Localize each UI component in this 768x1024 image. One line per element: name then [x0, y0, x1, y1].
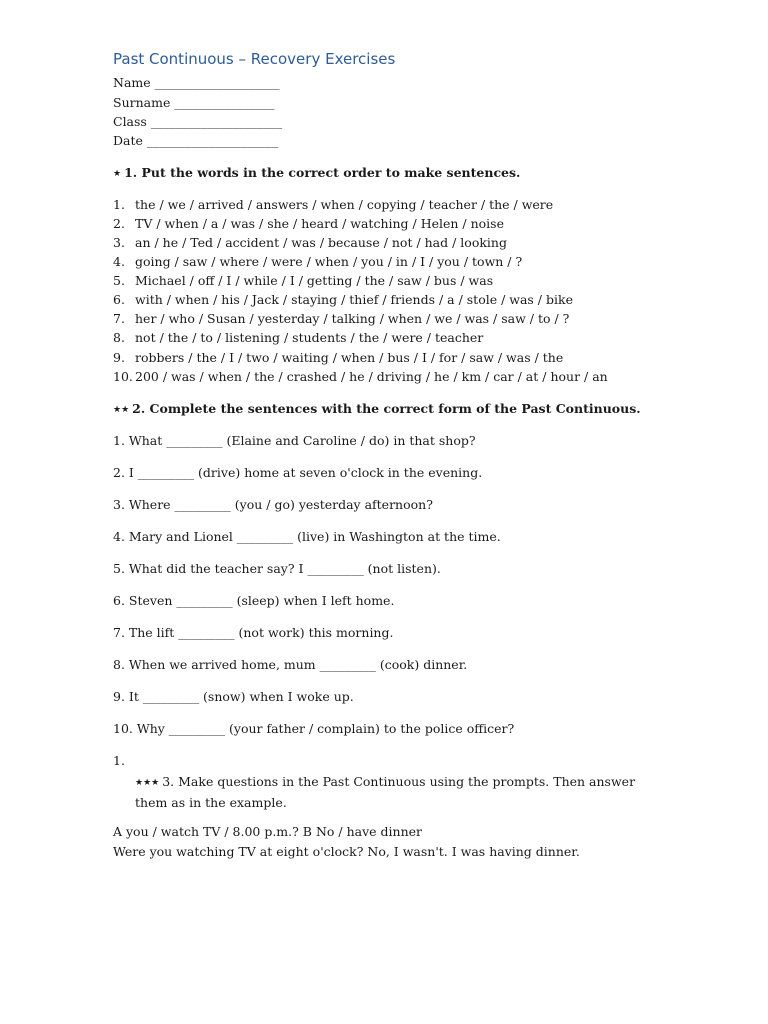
list-item [113, 216, 504, 231]
list-item: 4. Mary and Lionel _________ (live) in Washington at the time. [113, 529, 501, 544]
field-label: Class [113, 114, 147, 129]
page-title: Past Continuous – Recovery Exercises [113, 50, 396, 68]
item-text: with / when / his / Jack / staying / thief / friends / a / stole / was / bike [135, 292, 573, 307]
field-blank: ____________________ [154, 75, 280, 90]
field-label: Date [113, 133, 143, 148]
surname-field [113, 95, 274, 110]
star-icon: ★ [113, 169, 122, 179]
item-text: the / we / arrived / answers / when / copying / teacher / the / were [135, 197, 554, 212]
field-label: Surname [113, 95, 171, 110]
list-item [113, 273, 493, 288]
list-item: 9. It _________ (snow) when I woke up. [113, 689, 354, 704]
item-number: 4. [113, 254, 125, 269]
list-item [113, 369, 608, 384]
item-text: an / he / Ted / accident / was / because / not / had / looking [135, 235, 507, 250]
example-prompt: A you / watch TV / 8.00 p.m.? B No / have dinner [113, 824, 422, 839]
list-item [113, 311, 569, 326]
list-item: 3. Where _________ (you / go) yesterday afternoon? [113, 497, 433, 512]
star-icon: ★★★ [135, 778, 160, 788]
list-item: 1. What _________ (Elaine and Caroline / do) in that shop? [113, 433, 476, 448]
exercise-2-heading [113, 401, 641, 416]
field-blank: ________________ [174, 95, 275, 110]
item-text: not / the / to / listening / students / the / were / teacher [135, 330, 484, 345]
item-number: 1. [113, 197, 125, 212]
exercise-2-title: 2. Complete the sentences with the correct form of the Past Continuous. [132, 401, 641, 416]
list-item: 8. When we arrived home, mum _________ (cook) dinner. [113, 657, 468, 672]
item-number: 9. [113, 350, 125, 365]
example-answer: Were you watching TV at eight o'clock? No, I wasn't. I was having dinner. [113, 844, 580, 859]
item-number: 5. [113, 273, 125, 288]
star-icon: ★★ [113, 405, 130, 415]
item-number: 7. [113, 311, 125, 326]
list-item [113, 197, 553, 212]
item-number: 2. [113, 216, 125, 231]
item-number: 10. [113, 369, 133, 384]
list-marker: 1. [113, 753, 125, 768]
list-item [113, 350, 563, 365]
list-item [113, 235, 507, 250]
item-text: TV / when / a / was / she / heard / watching / Helen / noise [135, 216, 504, 231]
list-item [113, 292, 573, 307]
class-field [113, 114, 282, 129]
item-number: 3. [113, 235, 125, 250]
field-blank: _____________________ [150, 114, 283, 129]
date-field [113, 133, 278, 148]
list-item: 7. The lift _________ (not work) this morning. [113, 625, 394, 640]
item-number: 6. [113, 292, 125, 307]
list-item: 2. I _________ (drive) home at seven o'clock in the evening. [113, 465, 483, 480]
list-item [113, 330, 483, 345]
list-item: 5. What did the teacher say? I _________ (not listen). [113, 561, 441, 576]
list-item: 6. Steven _________ (sleep) when I left home. [113, 593, 395, 608]
field-blank: _____________________ [146, 133, 279, 148]
name-field [113, 75, 280, 90]
item-text: 200 / was / when / the / crashed / he / driving / he / km / car / at / hour / an [135, 369, 608, 384]
item-text: going / saw / where / were / when / you / in / I / you / town / ? [135, 254, 523, 269]
field-label: Name [113, 75, 151, 90]
list-item: 10. Why _________ (your father / complain) to the police officer? [113, 721, 515, 736]
item-text: Michael / off / I / while / I / getting / the / saw / bus / was [135, 273, 494, 288]
exercise-1-title: 1. Put the words in the correct order to make sentences. [124, 165, 521, 180]
list-item [113, 254, 522, 269]
item-text: robbers / the / I / two / waiting / when / bus / I / for / saw / was / the [135, 350, 564, 365]
exercise-3-title: 3. Make questions in the Past Continuous using the prompts. Then answer them as in the example. [135, 774, 636, 810]
item-number: 8. [113, 330, 125, 345]
item-text: her / who / Susan / yesterday / talking / when / we / was / saw / to / ? [135, 311, 570, 326]
exercise-3-heading [135, 772, 655, 812]
exercise-1-heading [113, 165, 520, 180]
